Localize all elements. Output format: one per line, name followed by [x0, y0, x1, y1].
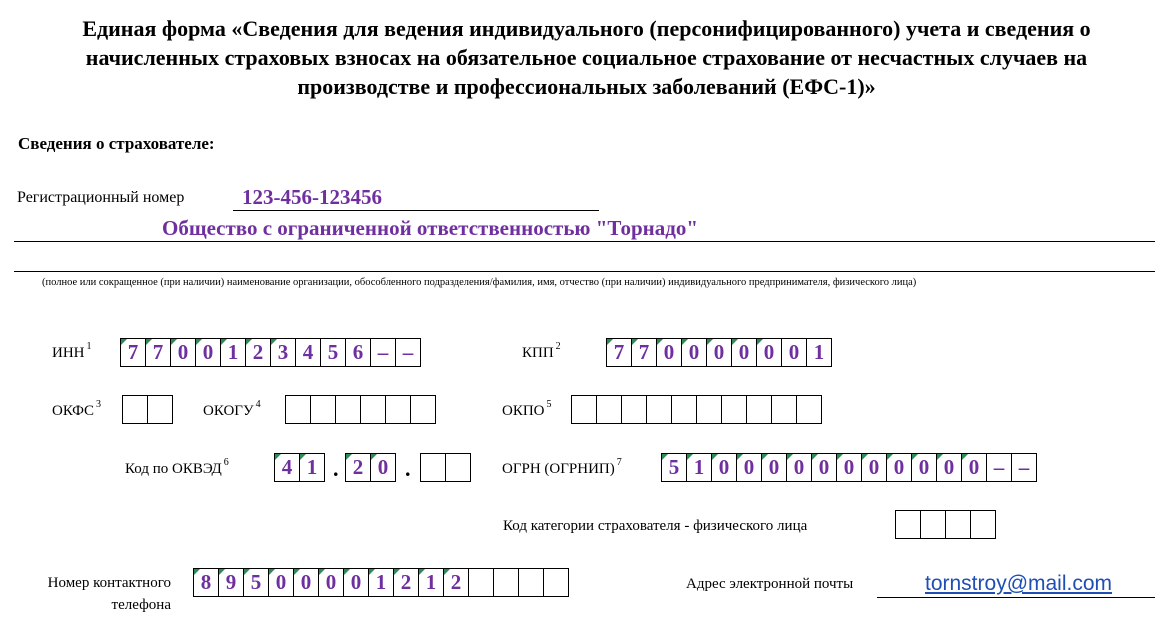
digit-box[interactable]: 6 [345, 338, 371, 367]
digit-box[interactable]: 0 [911, 453, 937, 482]
reg-number-label: Регистрационный номер [17, 189, 185, 206]
digit-box[interactable] [310, 395, 336, 424]
okpo-boxes[interactable] [571, 395, 822, 424]
reg-number-underline [233, 210, 599, 211]
digit-box[interactable] [420, 453, 446, 482]
digit-box[interactable]: 0 [811, 453, 837, 482]
okved-boxes-group-2[interactable] [345, 453, 396, 482]
phone-boxes[interactable] [193, 568, 569, 597]
category-boxes[interactable] [895, 510, 996, 539]
digit-box[interactable] [571, 395, 597, 424]
digit-box[interactable]: 8 [193, 568, 219, 597]
digit-box[interactable] [671, 395, 697, 424]
digit-box[interactable]: 2 [345, 453, 371, 482]
digit-box[interactable] [445, 453, 471, 482]
digit-box[interactable] [596, 395, 622, 424]
category-label: Код категории страхователя - физического лица [503, 518, 808, 534]
digit-box[interactable]: 7 [606, 338, 632, 367]
digit-box[interactable] [122, 395, 148, 424]
digit-box[interactable]: 2 [443, 568, 469, 597]
phone-label-line-2: телефона [111, 597, 171, 613]
digit-box[interactable]: 0 [370, 453, 396, 482]
digit-box[interactable]: 0 [761, 453, 787, 482]
form-title: Единая форма «Сведения для ведения индивидуального (персонифицированного) учета и сведения о начисленных страховых взносах на обязательное социальное страхование от несчастных случаев на производстве и профессиональных заболеваний (ЕФС-1)» [82, 16, 1091, 99]
digit-box[interactable]: 7 [145, 338, 171, 367]
digit-box[interactable] [945, 510, 971, 539]
okogu-boxes[interactable] [285, 395, 436, 424]
digit-box[interactable]: 0 [293, 568, 319, 597]
org-name-line-2 [14, 271, 1155, 272]
digit-box[interactable] [410, 395, 436, 424]
org-name-value[interactable]: Общество с ограниченной ответственностью "Торнадо" [162, 216, 699, 240]
digit-box[interactable]: 7 [631, 338, 657, 367]
digit-box[interactable]: 3 [270, 338, 296, 367]
digit-box[interactable]: 5 [243, 568, 269, 597]
digit-box[interactable] [543, 568, 569, 597]
digit-box[interactable]: 0 [836, 453, 862, 482]
digit-box[interactable] [385, 395, 411, 424]
ogrn-boxes[interactable] [661, 453, 1037, 482]
digit-box[interactable]: 5 [661, 453, 687, 482]
digit-box[interactable] [970, 510, 996, 539]
phone-label [33, 572, 171, 616]
digit-box[interactable]: – [395, 338, 421, 367]
digit-box[interactable] [621, 395, 647, 424]
okfs-boxes[interactable] [122, 395, 173, 424]
digit-box[interactable] [493, 568, 519, 597]
digit-box[interactable] [920, 510, 946, 539]
section-title: Сведения о страхователе: [18, 134, 215, 153]
digit-box[interactable]: 0 [861, 453, 887, 482]
digit-box[interactable] [147, 395, 173, 424]
kpp-label: КПП $^2$ [522, 341, 561, 361]
digit-box[interactable] [895, 510, 921, 539]
digit-box[interactable]: 7 [120, 338, 146, 367]
inn-label: ИНН $^1$ [52, 341, 92, 361]
digit-box[interactable] [468, 568, 494, 597]
digit-box[interactable]: 0 [706, 338, 732, 367]
phone-label-line-1: Номер контактного [47, 575, 171, 591]
digit-box[interactable]: 0 [786, 453, 812, 482]
digit-box[interactable] [360, 395, 386, 424]
email-value[interactable]: tornstroy@mail.com [925, 572, 1113, 595]
okved-label: Код по ОКВЭД $^6$ [125, 457, 229, 477]
digit-box[interactable]: 0 [656, 338, 682, 367]
digit-box[interactable]: 1 [686, 453, 712, 482]
digit-box[interactable] [646, 395, 672, 424]
okpo-label: ОКПО $^5$ [502, 399, 552, 419]
digit-box[interactable]: – [370, 338, 396, 367]
digit-box[interactable] [796, 395, 822, 424]
org-name-line-1 [14, 241, 1155, 242]
email-label: Адрес электронной почты [686, 576, 854, 592]
okved-boxes-group-3[interactable] [420, 453, 471, 482]
digit-box[interactable]: 0 [711, 453, 737, 482]
digit-box[interactable]: 0 [195, 338, 221, 367]
digit-box[interactable]: 2 [245, 338, 271, 367]
digit-box[interactable]: 1 [418, 568, 444, 597]
inn-boxes[interactable] [120, 338, 421, 367]
ogrn-label: ОГРН (ОГРНИП) $^7$ [502, 457, 622, 477]
digit-box[interactable]: – [986, 453, 1012, 482]
digit-box[interactable] [771, 395, 797, 424]
kpp-boxes[interactable] [606, 338, 832, 367]
digit-box[interactable]: 1 [806, 338, 832, 367]
digit-box[interactable]: 0 [781, 338, 807, 367]
digit-box[interactable] [335, 395, 361, 424]
email-underline [877, 597, 1155, 598]
okved-separator-2: . [405, 456, 411, 481]
okfs-label: ОКФС $^3$ [52, 399, 102, 419]
digit-box[interactable] [721, 395, 747, 424]
digit-box[interactable]: 4 [295, 338, 321, 367]
reg-number-value[interactable]: 123-456-123456 [242, 185, 382, 209]
digit-box[interactable]: – [1011, 453, 1037, 482]
digit-box[interactable]: 0 [961, 453, 987, 482]
digit-box[interactable]: 9 [218, 568, 244, 597]
digit-box[interactable]: 5 [320, 338, 346, 367]
digit-box[interactable]: 0 [886, 453, 912, 482]
okved-separator-1: . [333, 456, 339, 481]
okved-boxes-group-1[interactable] [274, 453, 325, 482]
digit-box[interactable]: 0 [268, 568, 294, 597]
digit-box[interactable] [518, 568, 544, 597]
digit-box[interactable]: 1 [299, 453, 325, 482]
digit-box[interactable]: 0 [681, 338, 707, 367]
digit-box[interactable]: 0 [170, 338, 196, 367]
digit-box[interactable] [285, 395, 311, 424]
digit-box[interactable]: 1 [368, 568, 394, 597]
digit-box[interactable]: 0 [318, 568, 344, 597]
digit-box[interactable]: 0 [756, 338, 782, 367]
digit-box[interactable]: 0 [343, 568, 369, 597]
digit-box[interactable]: 0 [731, 338, 757, 367]
digit-box[interactable]: 4 [274, 453, 300, 482]
digit-box[interactable] [696, 395, 722, 424]
digit-box[interactable]: 0 [736, 453, 762, 482]
digit-box[interactable]: 2 [393, 568, 419, 597]
digit-box[interactable]: 1 [220, 338, 246, 367]
okogu-label: ОКОГУ $^4$ [203, 399, 261, 419]
org-name-hint: (полное или сокращенное (при наличии) наименование организации, обособленного подразделения/фамилия, имя, отчество (при наличии) индивидуального предпринимателя, физического лица) [42, 277, 917, 288]
digit-box[interactable] [746, 395, 772, 424]
digit-box[interactable]: 0 [936, 453, 962, 482]
